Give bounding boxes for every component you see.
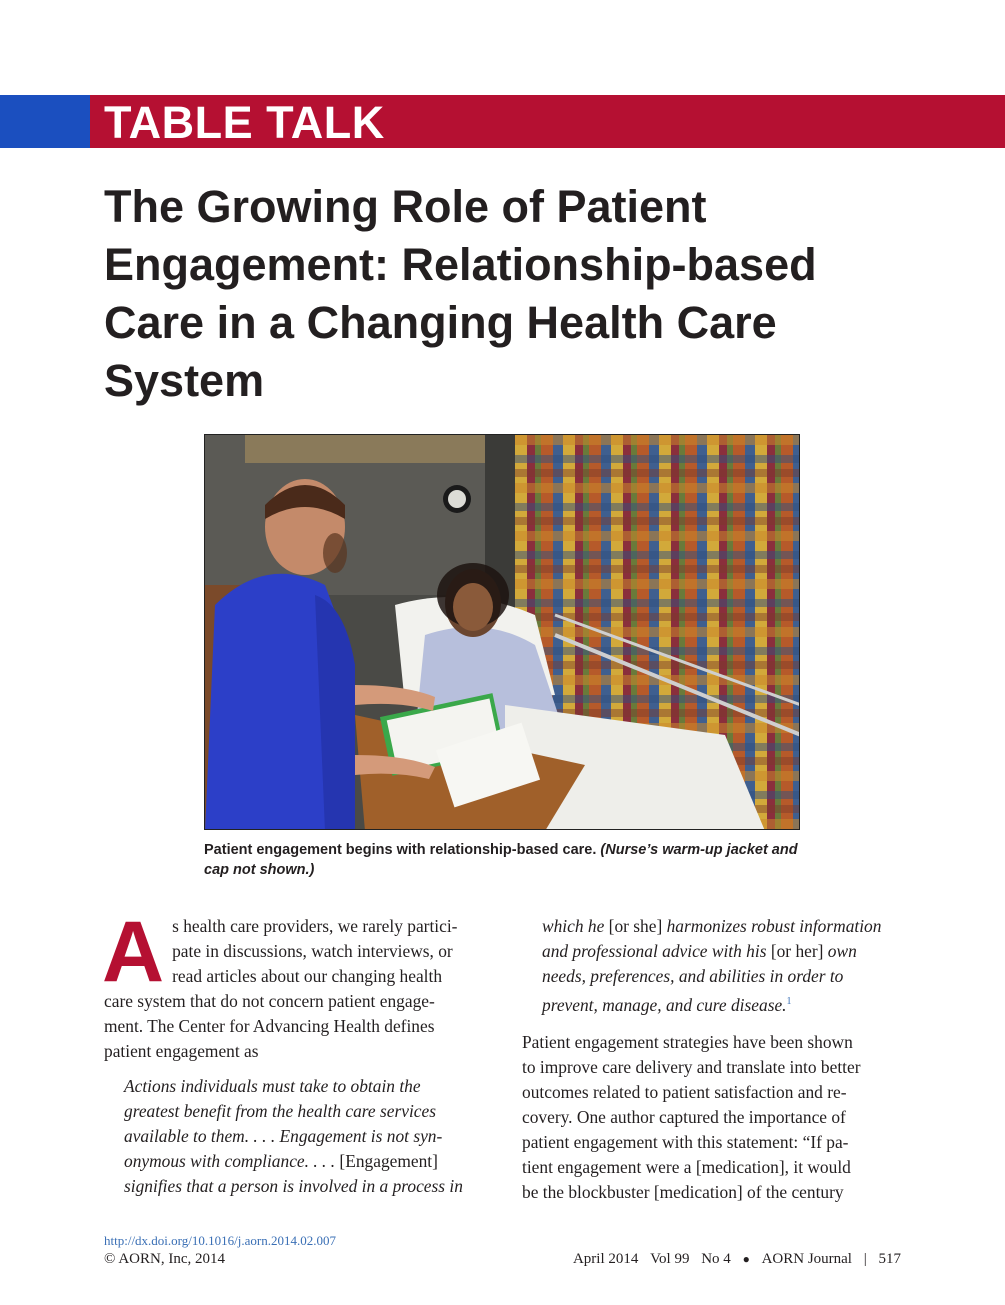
section-label: TABLE TALK [104, 97, 385, 148]
quote-line: needs, preferences, and abilities in order to [542, 966, 844, 986]
doi-link[interactable]: http://dx.doi.org/10.1016/j.aorn.2014.02.007 [104, 1233, 336, 1248]
issue-date: April 2014 [572, 1251, 639, 1267]
quote-line [542, 989, 902, 1018]
text-line: be the blockbuster [medication] of the century [522, 1181, 844, 1202]
quote-line: Actions individuals must take to obtain the [124, 1076, 421, 1096]
quote-line: available to them. . . . Engagement is not syn- [124, 1126, 443, 1146]
quote-line [542, 914, 902, 939]
banner-blue-block [0, 95, 90, 148]
figure-caption [204, 840, 804, 880]
quote-segment: harmonizes robust information [662, 916, 882, 936]
text-line: tient engagement were a [medication], it would [522, 1156, 851, 1177]
page-number: 517 [878, 1251, 901, 1267]
text-line: pate in discussions, watch interviews, or [172, 941, 453, 961]
pipe-separator: | [863, 1251, 867, 1267]
block-quote-continued [542, 914, 902, 1018]
text-line: to improve care delivery and translate into better [522, 1056, 861, 1077]
text-line: Patient engagement strategies have been shown [522, 1031, 853, 1052]
folio [565, 1251, 901, 1268]
quote-segment: and professional advice with his [542, 941, 771, 961]
quote-bracket: [Engagement] [339, 1151, 438, 1171]
text-line: outcomes related to patient satisfaction and re- [522, 1081, 847, 1102]
quote-line [542, 939, 902, 964]
caption-note: (Nurse’s warm-up jacket and cap not shown.) [204, 842, 798, 878]
issue-number: No 4 [701, 1251, 731, 1267]
title-line: The Growing Role of Patient [104, 181, 707, 232]
title-line: Engagement: Relationship-based [104, 239, 817, 290]
quote-segment: onymous with compliance. . . . [124, 1151, 340, 1171]
title-line: System [104, 355, 265, 406]
quote-line [124, 1149, 484, 1174]
text-line: covery. One author captured the importance of [522, 1106, 846, 1127]
left-column [102, 904, 484, 1199]
article-photo [204, 434, 800, 830]
drop-cap: A [102, 904, 165, 1000]
reference-link[interactable]: 1 [786, 996, 792, 1007]
caption-main: Patient engagement begins with relationship-based care. [204, 842, 601, 858]
issue-volume: Vol 99 [650, 1251, 690, 1267]
text-line: s health care providers, we rarely partici- [172, 916, 458, 936]
journal-name: AORN Journal [761, 1251, 852, 1267]
quote-bracket: [or she] [608, 916, 663, 936]
article-title [104, 178, 924, 410]
text-line: read articles about our changing health [172, 966, 443, 986]
copyright: © AORN, Inc, 2014 [104, 1251, 225, 1267]
quote-segment: prevent, manage, and cure disease. [542, 994, 787, 1015]
quote-segment: own [823, 941, 857, 961]
title-line: Care in a Changing Health Care [104, 297, 777, 348]
text-line: ment. The Center for Advancing Health defines [104, 1016, 435, 1036]
quote-line: signifies that a person is involved in a process in [124, 1176, 463, 1196]
body-paragraph [522, 1030, 902, 1205]
text-line: patient engagement with this statement: “If pa- [522, 1131, 849, 1152]
text-line: care system that do not concern patient engage- [104, 991, 435, 1011]
photo-illustration [205, 435, 800, 830]
right-column [522, 914, 902, 1205]
quote-segment: which he [542, 916, 609, 936]
quote-line: greatest benefit from the health care services [124, 1101, 436, 1121]
text-line: patient engagement as [104, 1041, 259, 1061]
block-quote [124, 1074, 484, 1199]
quote-bracket: [or her] [770, 941, 824, 961]
bullet-separator: ● [742, 1252, 750, 1266]
